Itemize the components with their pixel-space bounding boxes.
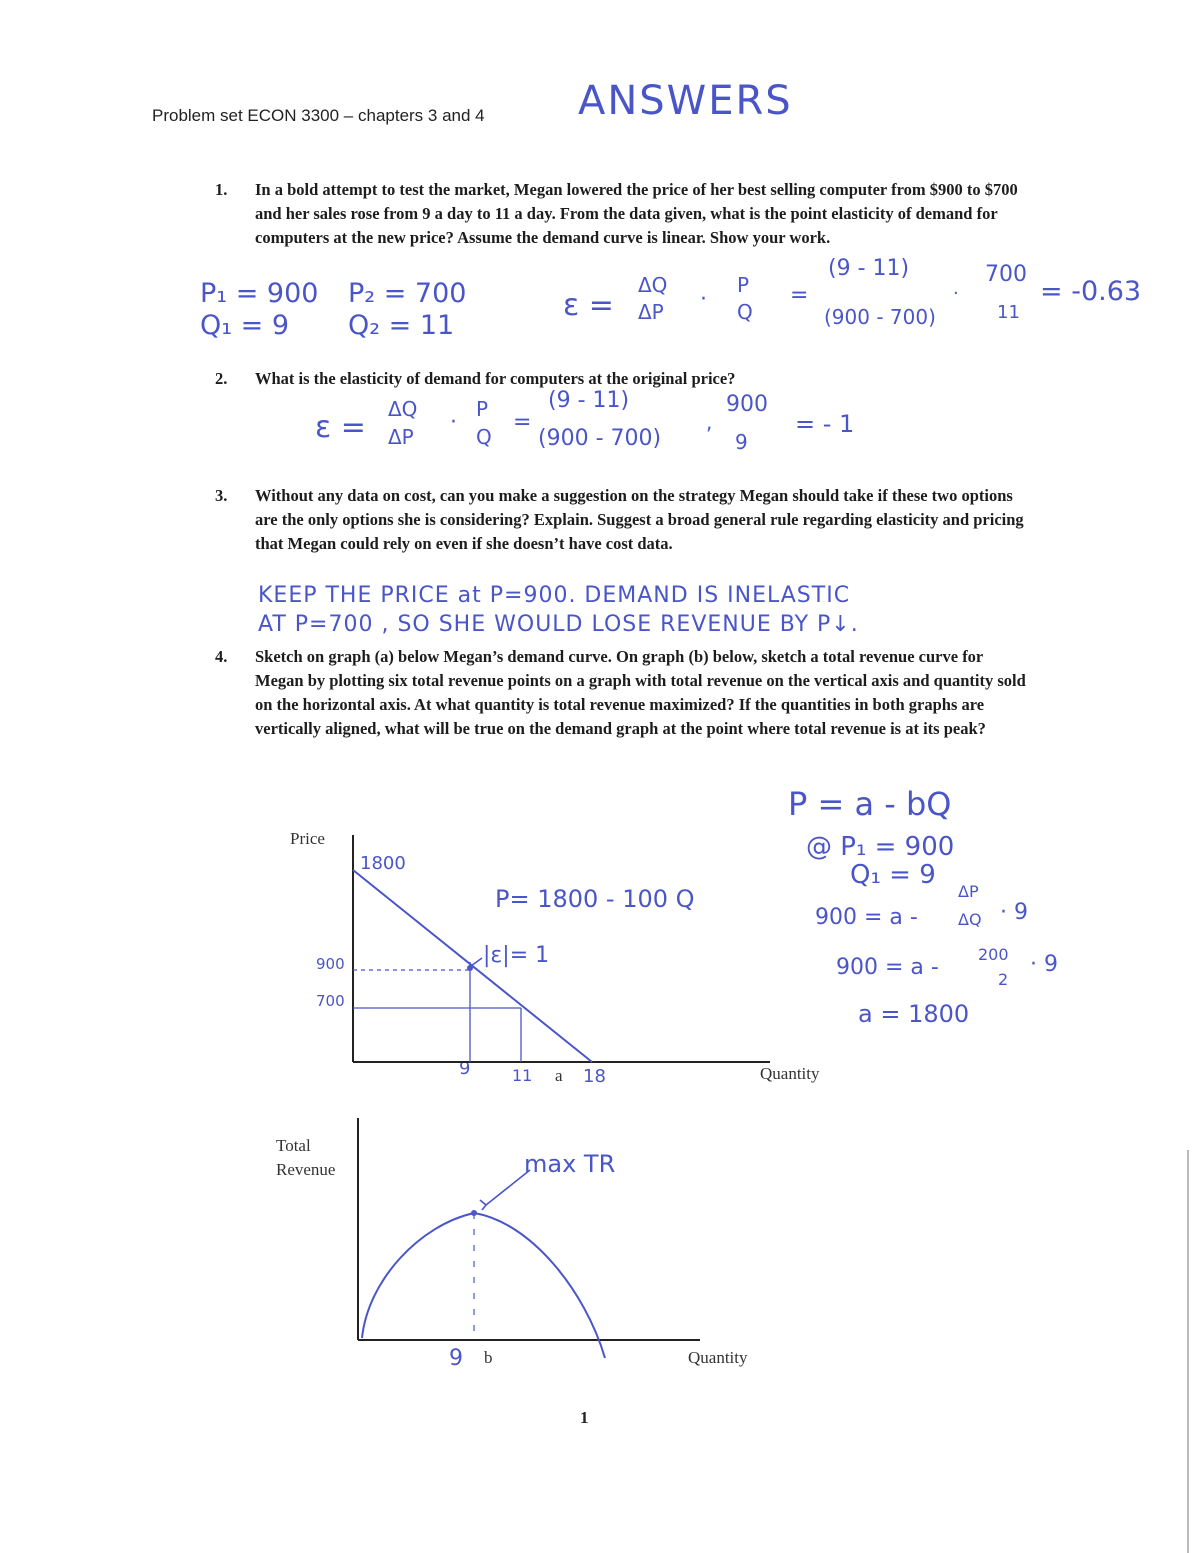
- graph-a-tick-18: 18: [583, 1066, 606, 1087]
- derivation-line3: Q₁ = 9: [850, 860, 936, 890]
- answer1-dp: ΔP: [638, 300, 664, 324]
- derivation-line4-frac-num: ΔP: [958, 882, 979, 901]
- question-text: In a bold attempt to test the market, Megan lowered the price of her best selling computer from $900 to $700 and her sales rose from 9 a day to 11 a day. From the data given, what is the point elasticity of demand for computers at the new price? Assume the demand curve is linear. Show your work.: [255, 180, 1018, 247]
- answer1-equals: =: [790, 283, 809, 308]
- answer1-p1: P₁ = 900: [200, 278, 319, 309]
- answer1-q2: Q₂ = 11: [348, 310, 455, 341]
- question-number: 1.: [215, 180, 228, 199]
- graph-a-tick-1800: 1800: [360, 853, 406, 874]
- graph-a-tick-900: 900: [316, 955, 345, 973]
- answer1-numerator: (9 - 11): [828, 256, 910, 281]
- graph-a-price-label: Price: [290, 829, 325, 848]
- derivation-line1: P = a - bQ: [788, 785, 952, 823]
- answer2-epsilon: ε =: [315, 410, 366, 445]
- question-number: 4.: [215, 647, 228, 666]
- graph-a-equation: P= 1800 - 100 Q: [495, 885, 695, 913]
- derivation-line6: a = 1800: [858, 1000, 970, 1028]
- graph-a-tick-700: 700: [316, 992, 345, 1010]
- answers-heading: ANSWERS: [578, 78, 793, 124]
- page-number: 1: [580, 1408, 589, 1427]
- answer3-line2: AT P=700 , SO SHE WOULD LOSE REVENUE BY P↓.: [258, 612, 859, 637]
- max-tr-point: [471, 1210, 477, 1216]
- answer2-numerator: (9 - 11): [548, 388, 630, 413]
- total-revenue-curve: [362, 1213, 605, 1358]
- answer1-result: = -0.63: [1040, 276, 1142, 307]
- answer2-denominator: (900 - 700): [538, 426, 662, 451]
- graph-b-ylabel-2: Revenue: [276, 1160, 336, 1179]
- answer2-price-den: 9: [735, 430, 748, 454]
- answer1-dot2: ·: [953, 283, 959, 304]
- demand-curve: [353, 870, 592, 1062]
- derivation-line4-frac-den: ΔQ: [958, 910, 982, 929]
- graph-a-quantity-label: Quantity: [760, 1064, 820, 1083]
- answer1-p2: P₂ = 700: [348, 278, 467, 309]
- answer1-p: P: [737, 273, 750, 297]
- answer2-p: P: [476, 397, 489, 421]
- answer2-comma: ,: [706, 410, 713, 434]
- derivation-line5-end: · 9: [1030, 952, 1058, 977]
- question-number: 2.: [215, 369, 228, 388]
- question-text: Sketch on graph (a) below Megan’s demand curve. On graph (b) below, sketch a total revenue curve for Megan by plotting six total revenue points on a graph with total revenue on the vertical axis and quantity sold on the horizontal axis. At what quantity is total revenue maximized? If the quantities in both graphs are vertically aligned, what will be true on the demand graph at the point where total revenue is at its peak?: [255, 647, 1026, 738]
- graph-a-tick-11: 11: [512, 1066, 533, 1085]
- elasticity-pointer: [471, 958, 482, 966]
- page-title: Problem set ECON 3300 – chapters 3 and 4: [152, 106, 485, 125]
- derivation-line5-frac-den: 2: [998, 970, 1009, 989]
- answer1-dq: ΔQ: [638, 273, 668, 297]
- answer3-line1: KEEP THE PRICE at P=900. DEMAND IS INELASTIC: [258, 583, 851, 608]
- answer1-price-num: 700: [985, 262, 1027, 287]
- question-number: 3.: [215, 486, 228, 505]
- answer2-equals: =: [513, 410, 532, 435]
- answer2-result: = - 1: [795, 410, 855, 438]
- max-tr-pointer: [480, 1170, 530, 1210]
- answer1-epsilon: ε =: [563, 288, 614, 323]
- answer2-dot: ·: [450, 410, 457, 435]
- graph-b-tick-9: 9: [449, 1346, 463, 1371]
- answer1-dot: ·: [700, 287, 707, 312]
- answer2-q: Q: [476, 425, 492, 449]
- answer2-dq: ΔQ: [388, 397, 418, 421]
- question-text: What is the elasticity of demand for computers at the original price?: [255, 369, 736, 388]
- derivation-line4: 900 = a -: [815, 905, 918, 930]
- graph-b-quantity-label: Quantity: [688, 1348, 748, 1367]
- graph-a-tick-9: 9: [459, 1058, 471, 1079]
- answer2-price-num: 900: [726, 392, 768, 417]
- derivation-line4-end: · 9: [1000, 900, 1028, 925]
- graph-b-ylabel-1: Total: [276, 1136, 311, 1155]
- derivation-line5-frac-num: 200: [978, 945, 1009, 964]
- answer1-denominator: (900 - 700): [824, 305, 936, 329]
- graph-b-tick-b: b: [484, 1348, 493, 1367]
- answer1-price-den: 11: [997, 302, 1020, 323]
- answer2-dp: ΔP: [388, 425, 414, 449]
- answer1-q1: Q₁ = 9: [200, 310, 290, 341]
- graph-b-max-note: max TR: [524, 1150, 616, 1178]
- question-text: Without any data on cost, can you make a suggestion on the strategy Megan should take if these two options are the only options she is considering? Explain. Suggest a broad general rule regarding elasticity and pricing that Megan could rely on even if she doesn’t have cost data.: [255, 486, 1024, 553]
- graph-a-elasticity-note: |ε|= 1: [483, 943, 550, 968]
- derivation-line5: 900 = a -: [836, 955, 939, 980]
- derivation-line2: @ P₁ = 900: [806, 832, 955, 862]
- graph-a-tick-a: a: [555, 1066, 563, 1085]
- answer1-q: Q: [737, 300, 753, 324]
